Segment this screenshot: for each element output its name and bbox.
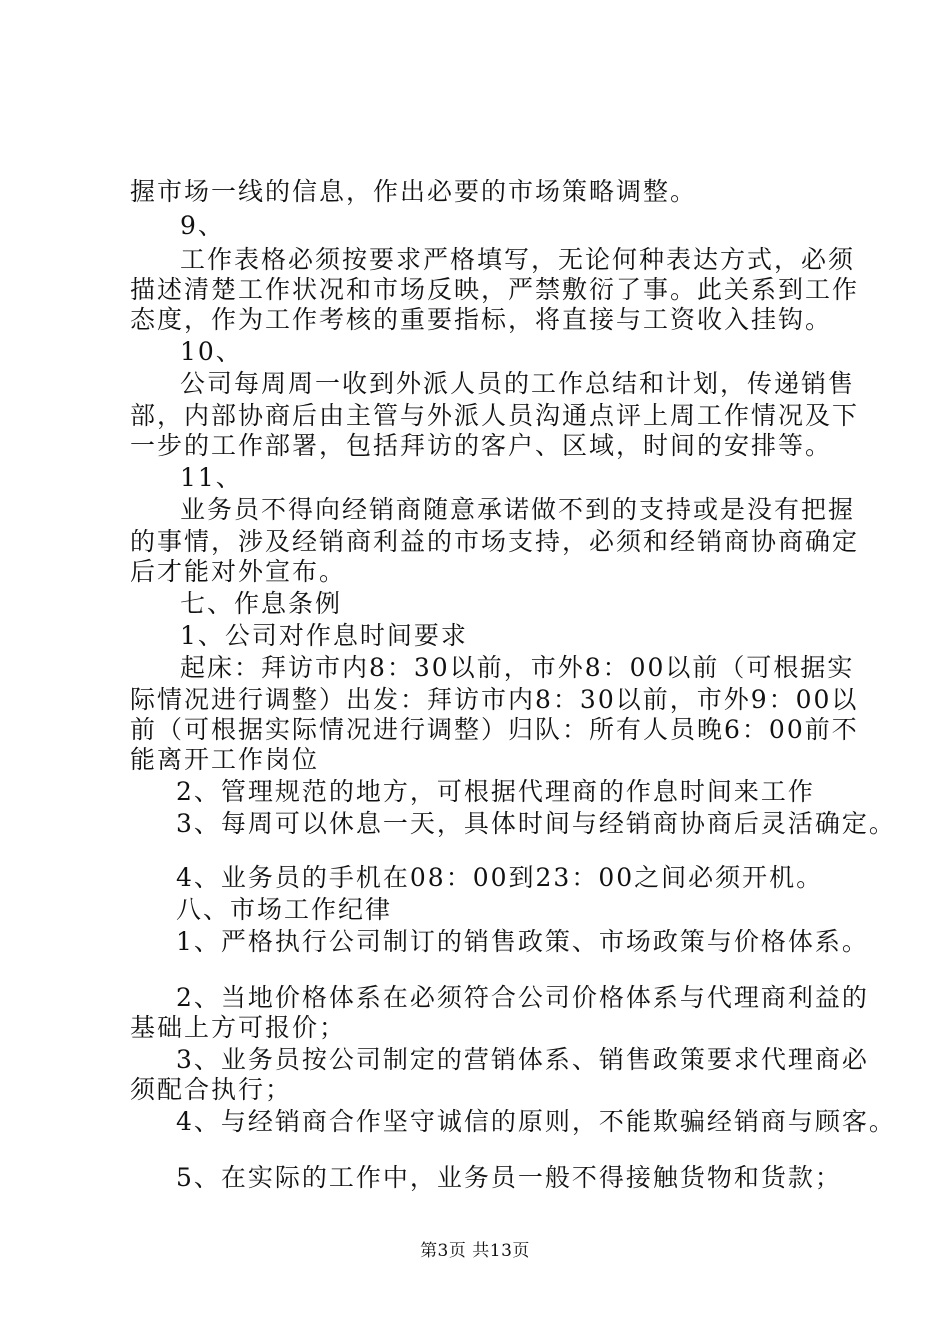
text-line: 一步的工作部署，包括拜访的客户、区域，时间的安排等。 [130,431,833,460]
section-heading: 七、作息条例 [180,589,343,618]
item-number: 11、 [180,463,243,492]
text-line: 起床：拜访市内8：30以前，市外8：00以前（可根据实 [180,653,855,682]
text-line: 公司每周周一收到外派人员的工作总结和计划，传递销售 [180,369,856,398]
text-line: 3、每周可以休息一天，具体时间与经销商协商后灵活确定。 [176,809,896,838]
text-line: 后才能对外宣布。 [130,557,347,586]
text-line: 4、与经销商合作坚守诚信的原则，不能欺骗经销商与顾客。 [176,1107,896,1136]
text-line: 描述清楚工作状况和市场反映，严禁敷衍了事。此关系到工作 [130,275,860,304]
text-line: 工作表格必须按要求严格填写，无论何种表达方式，必须 [180,245,856,274]
text-line: 4、业务员的手机在08：00到23：00之间必须开机。 [176,863,824,892]
text-line: 的事情，涉及经销商利益的市场支持，必须和经销商协商确定 [130,527,860,556]
page-number-footer: 第3页 共13页 [420,1241,530,1261]
text-line: 基础上方可报价； [130,1013,347,1042]
text-line: 5、在实际的工作中，业务员一般不得接触货物和货款； [176,1163,842,1192]
text-line: 握市场一线的信息，作出必要的市场策略调整。 [130,177,698,206]
text-line: 2、管理规范的地方，可根据代理商的作息时间来工作 [176,777,815,806]
text-line: 态度，作为工作考核的重要指标，将直接与工资收入挂钩。 [130,305,833,334]
text-line: 3、业务员按公司制定的营销体系、销售政策要求代理商必 [176,1045,869,1074]
text-line: 1、严格执行公司制订的销售政策、市场政策与价格体系。 [176,927,869,956]
text-line: 业务员不得向经销商随意承诺做不到的支持或是没有把握 [180,495,856,524]
text-line: 能离开工作岗位 [130,745,320,774]
text-line: 2、当地价格体系在必须符合公司价格体系与代理商利益的 [176,983,869,1012]
text-line: 部，内部协商后由主管与外派人员沟通点评上周工作情况及下 [130,401,860,430]
text-line: 前（可根据实际情况进行调整）归队：所有人员晚6：00前不 [130,715,859,744]
text-line: 1、公司对作息时间要求 [180,621,468,650]
text-line: 须配合执行； [130,1075,293,1104]
section-heading: 八、市场工作纪律 [176,895,393,924]
item-number: 10、 [180,337,243,366]
text-line: 际情况进行调整）出发：拜访市内8：30以前，市外9：00以 [130,685,859,714]
item-number: 9、 [180,211,225,240]
